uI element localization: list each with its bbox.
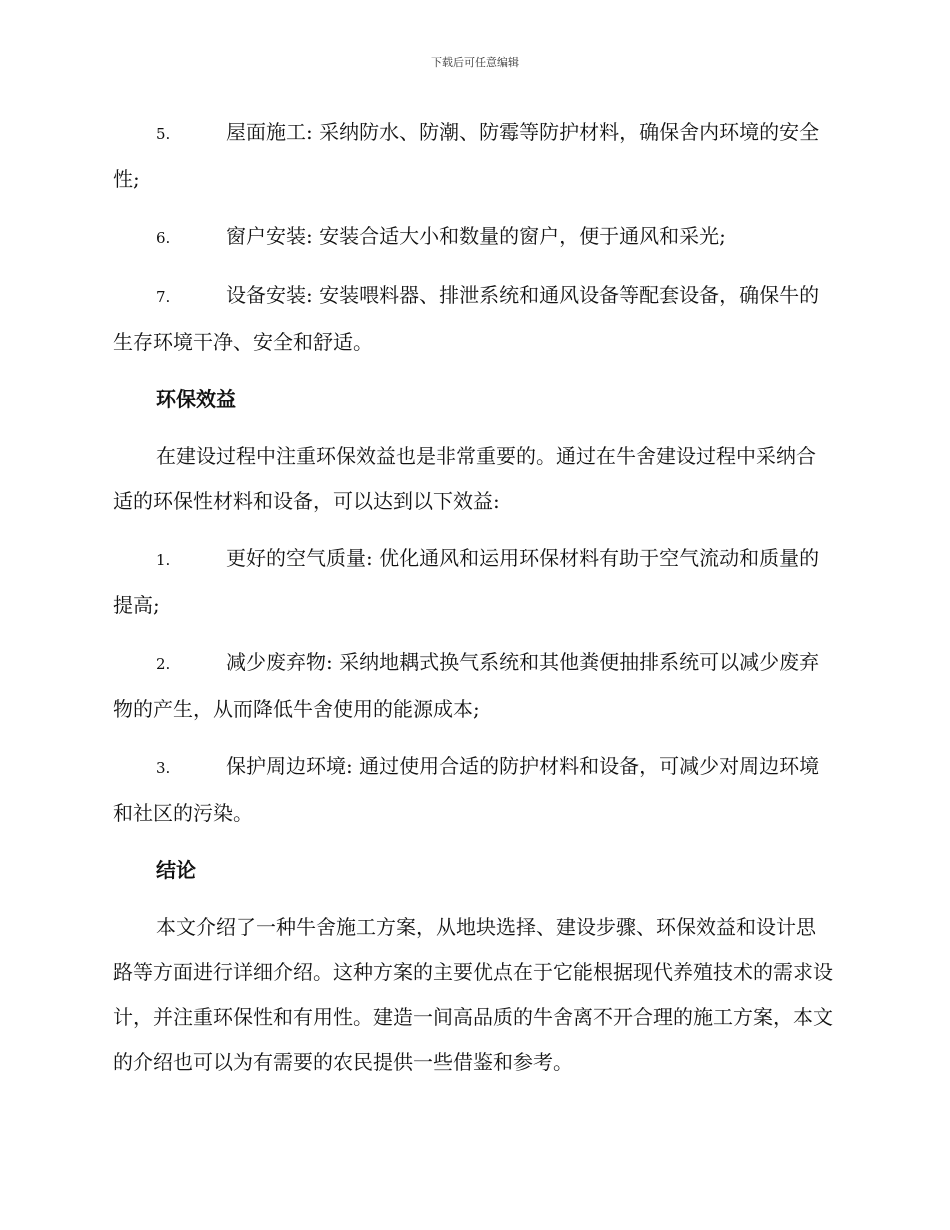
section-intro-env: 在建设过程中注重环保效益也是非常重要的。通过在牛舍建设过程中采纳合适的环保性材料和设备，可以达到以下效益: (113, 444, 816, 513)
list-text: 设备安装: 安装喂料器、排泄系统和通风设备等配套设备，确保牛的生存环境干净、安全和舒适。 (113, 283, 820, 354)
list-item-step-6 (113, 214, 835, 261)
list-text: 减少废弃物: 采纳地耦式换气系统和其他粪便抽排系统可以减少废弃物的产生，从而降低牛舍使用的能源成本; (113, 650, 820, 721)
list-text: 更好的空气质量: 优化通风和运用环保材料有助于空气流动和质量的提高; (113, 546, 820, 617)
list-number: 3. (156, 759, 171, 777)
document-body (113, 110, 835, 1097)
section-heading-env: 环保效益 (156, 387, 236, 411)
list-text: 屋面施工: 采纳防水、防潮、防霉等防护材料，确保舍内环境的安全性; (113, 120, 820, 191)
list-number: 7. (156, 288, 171, 306)
conclusion-paragraph: 本文介绍了一种牛舍施工方案，从地块选择、建设步骤、环保效益和设计思路等方面进行详细介绍。这种方案的主要优点在于它能根据现代养殖技术的需求设计，并注重环保性和有用性。建造一间高品质的牛舍离不开合理的施工方案，本文的介绍也可以为有需要的农民提供一些借鉴和参考。 (113, 915, 833, 1074)
list-number: 5. (156, 125, 171, 143)
section-heading-conclusion: 结论 (156, 858, 196, 882)
list-item-step-7 (113, 273, 835, 365)
list-text: 保护周边环境: 通过使用合适的防护材料和设备，可减少对周边环境和社区的污染。 (113, 754, 820, 825)
list-item-step-5 (113, 110, 835, 202)
list-number: 2. (156, 655, 171, 673)
list-item-benefit-1 (113, 536, 835, 628)
list-item-benefit-3 (113, 744, 835, 836)
list-text: 窗户安装: 安装合适大小和数量的窗户，便于通风和采光; (226, 224, 726, 248)
list-number: 6. (156, 229, 171, 247)
page-header: 下载后可任意编辑 (431, 56, 519, 69)
list-item-benefit-2 (113, 640, 835, 732)
list-number: 1. (156, 551, 171, 569)
